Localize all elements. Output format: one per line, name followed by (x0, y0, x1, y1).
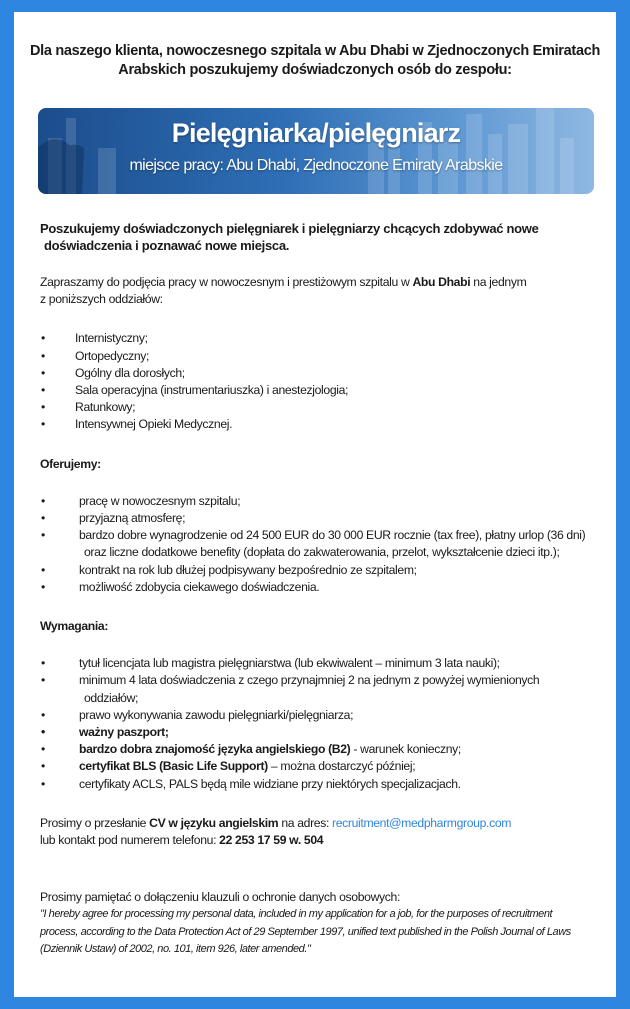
requirement-bold: certyfikat BLS (Basic Life Support) (79, 759, 268, 774)
contact-mid: na adres: (278, 815, 333, 830)
contact-pre: Prosimy o przesłanie (40, 815, 150, 830)
intro-text (14, 42, 616, 80)
quote-line-1: "I hereby agree for processing my personal data, included in my application for a job, for the purposes of recruitment (40, 908, 553, 921)
wards-list (40, 330, 600, 433)
data-clause-quote (40, 906, 600, 959)
list-item: • Ortopedyczny; (40, 348, 600, 365)
list-item: • kontrakt na rok lub dłużej podpisywany bezpośrednio ze szpitalem; (40, 562, 600, 579)
list-item: • certyfikaty ACLS, PALS będą mile widziane przy niektórych specjalizacjach. (40, 776, 600, 793)
requirement-rest: – można dostarczyć później; (267, 759, 416, 774)
requirements-list (40, 655, 600, 793)
lead-line-2: doświadczenia i poznawać nowe miejsca. (44, 238, 290, 253)
requirement-text: minimum 4 lata doświadczenia z czego przynajmniej 2 na jednym z powyżej wymienionych (79, 673, 540, 688)
list-item: • Sala operacyjna (instrumentariuszka) i anestezjologia; (40, 382, 600, 399)
contact-info (40, 815, 600, 849)
list-item: • przyjazną atmosferę; (40, 510, 600, 527)
requirement-bold: bardzo dobra znajomość języka angielskiego (B2) (79, 742, 351, 757)
list-item: • prawo wykonywania zawodu pielęgniarki/pielęgniarza; (40, 707, 600, 724)
wards-intro-city: Abu Dhabi (412, 275, 471, 289)
wards-intro (40, 274, 600, 308)
salary-text: bardzo dobre wynagrodzenie od 24 500 EUR do 30 000 EUR rocznie (tax free), płatny urlop (36 dni) (79, 528, 586, 543)
job-ad-page (14, 12, 616, 997)
wards-intro-before: Zapraszamy do podjęcia pracy w nowoczesnym i prestiżowym szpitalu w (40, 275, 413, 289)
list-item (40, 527, 600, 561)
list-item: • Internistyczny; (40, 330, 600, 347)
quote-line-3: (Dziennik Ustaw) of 2002, no. 101, item 926, later amended." (40, 943, 311, 956)
phone-pre: lub kontakt pod numerem telefonu: (40, 833, 220, 848)
ad-content (40, 220, 600, 959)
email-link[interactable]: recruitment@medpharmgroup.com (332, 815, 512, 830)
wards-intro-after: na jednym (470, 275, 527, 289)
contact-cv: CV w języku angielskim (149, 815, 279, 830)
wards-intro-line-2: z poniższych oddziałów: (40, 292, 163, 307)
lead-line-1: Poszukujemy doświadczonych pielęgniarek i pielęgniarzy chcących zdobywać nowe (40, 221, 539, 236)
offer-list (40, 493, 600, 596)
offer-heading: Oferujemy: (40, 456, 101, 471)
list-item: • ważny paszport; (40, 724, 600, 741)
intro-line-1: Dla naszego klienta, nowoczesnego szpitala w Abu Dhabi w Zjednoczonych Emiratach (29, 43, 601, 59)
quote-line-2: process, according to the Data Protection Act of 29 September 1997, unified text published in the Polish Journal of Laws (40, 925, 571, 938)
list-item (40, 741, 600, 758)
requirements-heading: Wymagania: (40, 619, 109, 634)
requirement-continuation: oddziałów; (84, 690, 139, 705)
salary-continuation: oraz liczne dodatkowe benefity (dopłata do zakwaterowania, przelot, wykształcenie dzieci itp.); (84, 545, 560, 560)
list-item (40, 672, 600, 706)
list-item: • pracę w nowoczesnym szpitalu; (40, 493, 600, 510)
data-clause-intro: Prosimy pamiętać o dołączeniu klauzuli o ochronie danych osobowych: (40, 890, 400, 905)
list-item: • Ratunkowy; (40, 399, 600, 416)
banner-subtitle: miejsce pracy: Abu Dhabi, Zjednoczone Emiraty Arabskie (129, 157, 503, 174)
list-item (40, 758, 600, 775)
job-banner (38, 108, 594, 194)
list-item: • Ogólny dla dorosłych; (40, 365, 600, 382)
requirement-rest: - warunek konieczny; (350, 742, 461, 757)
list-item: • możliwość zdobycia ciekawego doświadczenia. (40, 579, 600, 596)
banner-title: Pielęgniarka/pielęgniarz (171, 118, 461, 148)
phone-number: 22 253 17 59 w. 504 (219, 833, 324, 848)
list-item: • tytuł licencjata lub magistra pielęgniarstwa (lub ekwiwalent – minimum 3 lata nauki); (40, 655, 600, 672)
list-item: • Intensywnej Opieki Medycznej. (40, 416, 600, 433)
lead-text (40, 220, 600, 254)
intro-line-2: Arabskich poszukujemy doświadczonych osób do zespołu: (118, 62, 512, 78)
